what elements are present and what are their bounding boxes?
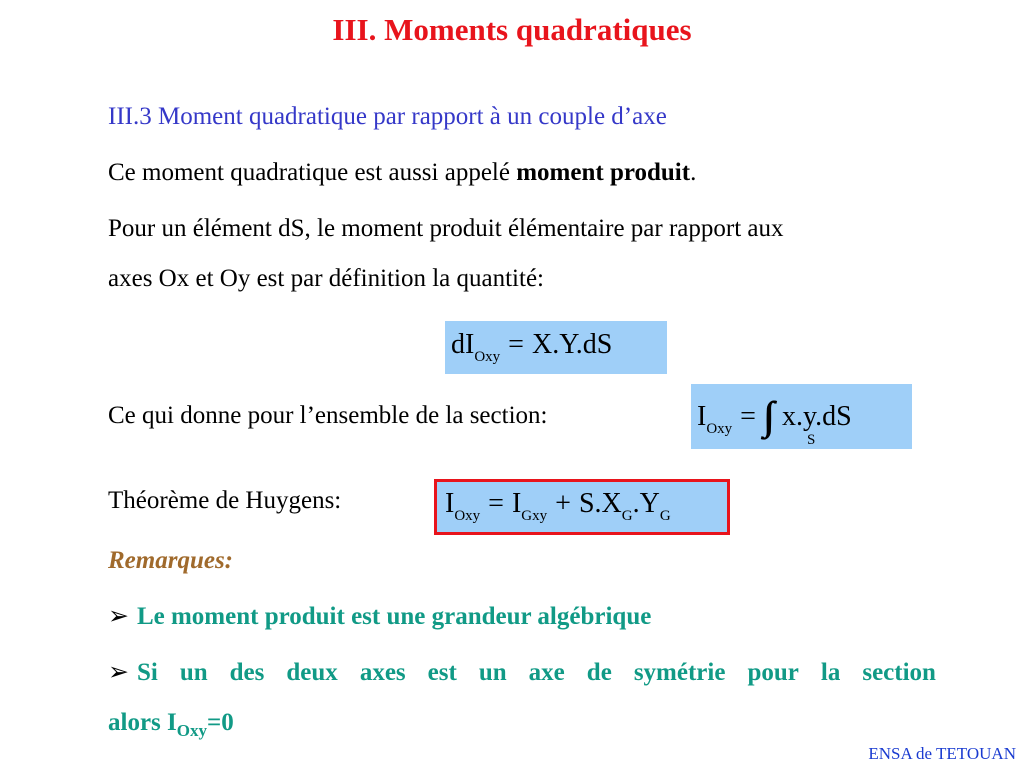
bullet-word: pour xyxy=(747,659,799,686)
paragraph-suffix: . xyxy=(690,159,697,186)
formula-term-igxy-subscript: Gxy xyxy=(521,508,548,524)
section-subtitle: III.3 Moment quadratique par rapport à un couple d’axe xyxy=(108,103,667,130)
bullet-text: alors I xyxy=(108,709,177,736)
paragraph-whole-section: Ce qui donne pour l’ensemble de la section: xyxy=(108,402,548,429)
formula-term-igxy: I xyxy=(511,488,522,519)
footer-institution: ENSA de TETOUAN xyxy=(868,744,1016,763)
bullet-word: axes xyxy=(359,659,406,686)
bullet-symmetry-line1 xyxy=(108,658,936,688)
arrow-bullet-icon: ➢ xyxy=(108,603,129,630)
bullet-word: un xyxy=(179,659,208,686)
bullet-text-suffix: =0 xyxy=(206,709,234,736)
bullet-word: est xyxy=(427,659,457,686)
formula-lhs-subscript: Oxy xyxy=(454,508,481,524)
formula-term-sxg: S.X xyxy=(578,488,622,519)
formula-section-product-moment xyxy=(691,384,912,449)
formula-plus: + xyxy=(555,488,571,519)
remarks-heading: Remarques: xyxy=(108,547,233,574)
paragraph-definition-line2: axes Ox et Oy est par définition la quantité: xyxy=(108,265,544,292)
emphasis-moment-produit: moment produit xyxy=(516,159,691,186)
formula-rhs: x.y.dS xyxy=(781,401,852,432)
slide-title: III. Moments quadratiques xyxy=(332,12,692,47)
formula-lhs: I xyxy=(697,401,707,432)
bullet-word: de xyxy=(586,659,612,686)
formula-lhs: dI xyxy=(451,329,475,360)
formula-term-xg-subscript: G xyxy=(621,508,633,524)
bullet-word: Si xyxy=(136,659,158,686)
bullet-word: section xyxy=(862,659,936,686)
formula-elementary-product-moment xyxy=(445,321,667,374)
formula-dot: . xyxy=(632,488,640,519)
formula-equals: = xyxy=(508,329,524,360)
formula-lhs-subscript: Oxy xyxy=(474,349,501,365)
formula-equals: = xyxy=(740,401,756,432)
paragraph-moment-produit xyxy=(108,158,696,188)
bullet-word: deux xyxy=(286,659,338,686)
bullet-arrow-and-first-word xyxy=(108,658,158,688)
bullet-word: des xyxy=(229,659,265,686)
formula-equals: = xyxy=(488,488,504,519)
formula-term-yg-subscript: G xyxy=(659,508,671,524)
formula-rhs: X.Y.dS xyxy=(531,329,613,360)
huygens-label: Théorème de Huygens: xyxy=(108,487,342,514)
bullet-word: axe xyxy=(528,659,565,686)
formula-huygens-theorem xyxy=(434,479,730,535)
bullet-subscript: Oxy xyxy=(176,721,207,740)
paragraph-definition-line1: Pour un élément dS, le moment produit élémentaire par rapport aux xyxy=(108,215,784,242)
arrow-bullet-icon: ➢ xyxy=(108,659,129,686)
bullet-algebraic xyxy=(108,602,651,632)
formula-lhs: I xyxy=(445,488,455,519)
formula-lhs-subscript: Oxy xyxy=(706,421,733,437)
integral-domain-subscript: S xyxy=(807,432,816,448)
bullet-text: Le moment produit est une grandeur algébrique xyxy=(136,603,652,630)
bullet-symmetry-line2 xyxy=(108,708,234,740)
bullet-word: la xyxy=(820,659,841,686)
bullet-word: symétrie xyxy=(633,659,726,686)
formula-term-yg: Y xyxy=(639,488,660,519)
paragraph-text: Ce moment quadratique est aussi appelé xyxy=(108,159,517,186)
bullet-word: un xyxy=(478,659,507,686)
